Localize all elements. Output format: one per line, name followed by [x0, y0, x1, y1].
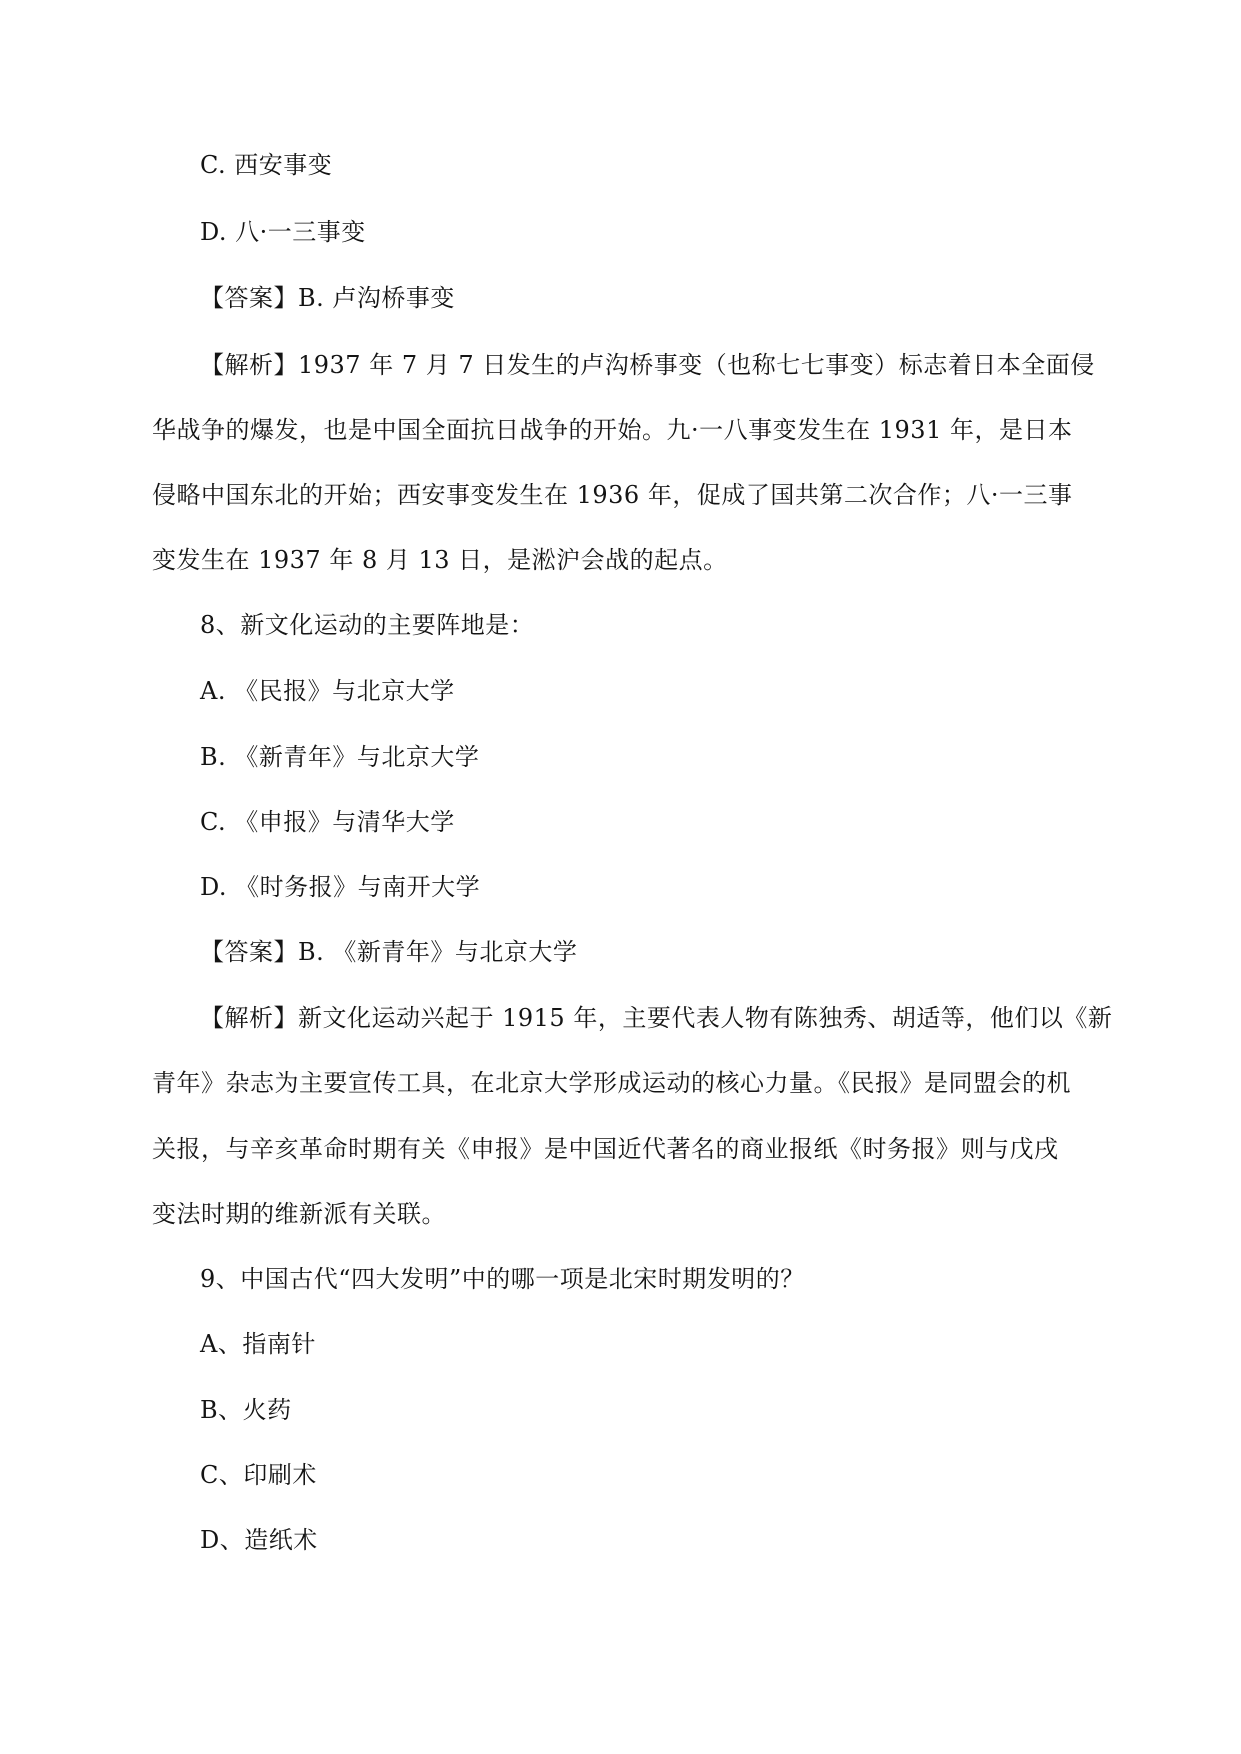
q7-option-d: D. 八·一三事变 — [200, 218, 366, 246]
q7-analysis-line: 华战争的爆发，也是中国全面抗日战争的开始。九·一八事变发生在 1931 年，是日本 — [152, 416, 1073, 444]
q8-analysis-line: 关报，与辛亥革命时期有关《申报》是中国近代著名的商业报纸《时务报》则与戊戌 — [152, 1135, 1059, 1163]
q8-analysis-line: 青年》杂志为主要宣传工具，在北京大学形成运动的核心力量。《民报》是同盟会的机 — [152, 1069, 1071, 1097]
q8-option-b: B. 《新青年》与北京大学 — [200, 743, 480, 771]
q7-answer: 【答案】B. 卢沟桥事变 — [200, 284, 455, 312]
q8-option-d: D. 《时务报》与南开大学 — [200, 873, 481, 901]
q7-analysis-line: 变发生在 1937 年 8 月 13 日，是淞沪会战的起点。 — [152, 546, 728, 574]
q9-option-b: B、火药 — [200, 1396, 292, 1424]
q8-question: 8、新文化运动的主要阵地是： — [200, 611, 535, 639]
q9-option-a: A、指南针 — [200, 1330, 316, 1358]
q7-option-c: C. 西安事变 — [200, 151, 333, 179]
q8-analysis-line: 【解析】新文化运动兴起于 1915 年，主要代表人物有陈独秀、胡适等，他们以《新 — [200, 1004, 1113, 1032]
q8-option-a: A. 《民报》与北京大学 — [200, 677, 455, 705]
q8-analysis-line: 变法时期的维新派有关联。 — [152, 1200, 446, 1228]
q7-analysis-line: 侵略中国东北的开始；西安事变发生在 1936 年，促成了国共第二次合作；八·一三事 — [152, 481, 1073, 509]
q9-question: 9、中国古代“四大发明”中的哪一项是北宋时期发明的？ — [200, 1265, 805, 1293]
q9-option-c: C、印刷术 — [200, 1461, 317, 1489]
q8-option-c: C. 《申报》与清华大学 — [200, 808, 455, 836]
q8-answer: 【答案】B. 《新青年》与北京大学 — [200, 938, 578, 966]
q9-option-d: D、造纸术 — [200, 1526, 318, 1554]
q7-analysis-line: 【解析】1937 年 7 月 7 日发生的卢沟桥事变（也称七七事变）标志着日本全面侵 — [200, 351, 1095, 379]
